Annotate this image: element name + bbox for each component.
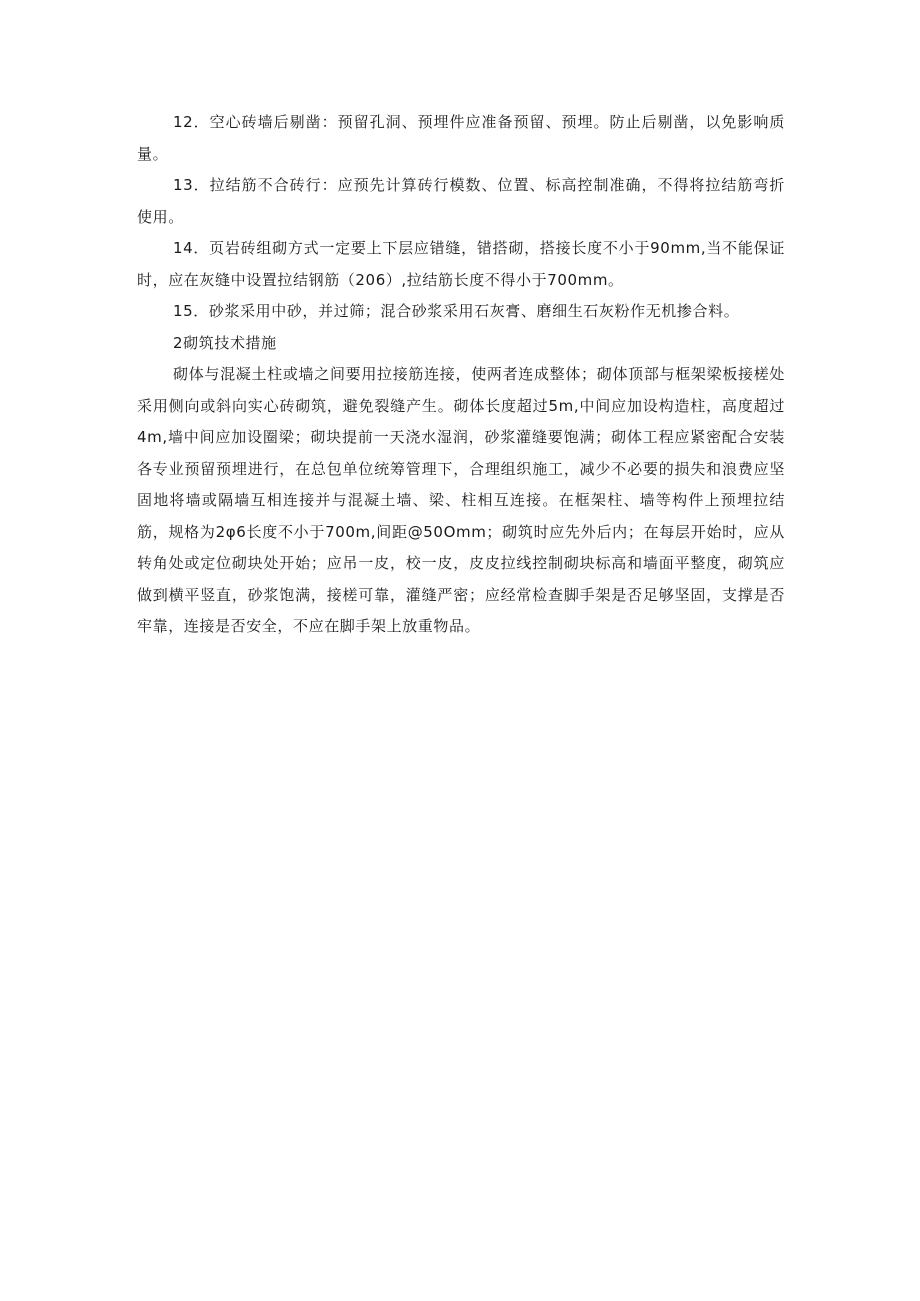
list-item-13: 13．拉结筋不合砖行：应预先计算砖行模数、位置、标高控制准确，不得将拉结筋弯折使用。 <box>137 176 785 226</box>
document-page <box>137 107 785 643</box>
list-item-14: 14．页岩砖组砌方式一定要上下层应错缝，错搭砌，搭接长度不小于90mm,当不能保证时，应在灰缝中设置拉结钢筋（206）,拉结筋长度不得小于700mm。 <box>137 239 785 289</box>
list-item-15: 15．砂浆采用中砂，并过筛；混合砂浆采用石灰膏、磨细生石灰粉作无机掺合料。 <box>173 302 740 320</box>
list-item-12: 12．空心砖墙后剔凿：预留孔洞、预埋件应准备预留、预埋。防止后剔凿，以免影响质量。 <box>137 113 785 163</box>
section-body-paragraph: 砌体与混凝土柱或墙之间要用拉接筋连接，使两者连成整体；砌体顶部与框架梁板接槎处采用侧向或斜向实心砖砌筑，避免裂缝产生。砌体长度超过5m,中间应加设构造柱，高度超过4m,墙中间应加设圈梁；砌块提前一天浇水湿润，砂浆灌缝要饱满；砌体工程应紧密配合安装各专业预留预埋进行，在总包单位统筹管理下，合理组织施工，减少不必要的损失和浪费应坚固地将墙或隔墙互相连接并与混凝土墙、梁、柱相互连接。在框架柱、墙等构件上预埋拉结筋，规格为2φ6长度不小于700m,间距@50Omm；砌筑时应先外后内；在每层开始时，应从转角处或定位砌块处开始；应吊一皮，校一皮，皮皮拉线控制砌块标高和墙面平整度，砌筑应做到横平竖直，砂浆饱满，接槎可靠，灌缝严密；应经常检查脚手架是否足够坚固，支撑是否牢靠，连接是否安全，不应在脚手架上放重物品。 <box>137 365 785 635</box>
section-heading: 2砌筑技术措施 <box>173 333 277 352</box>
